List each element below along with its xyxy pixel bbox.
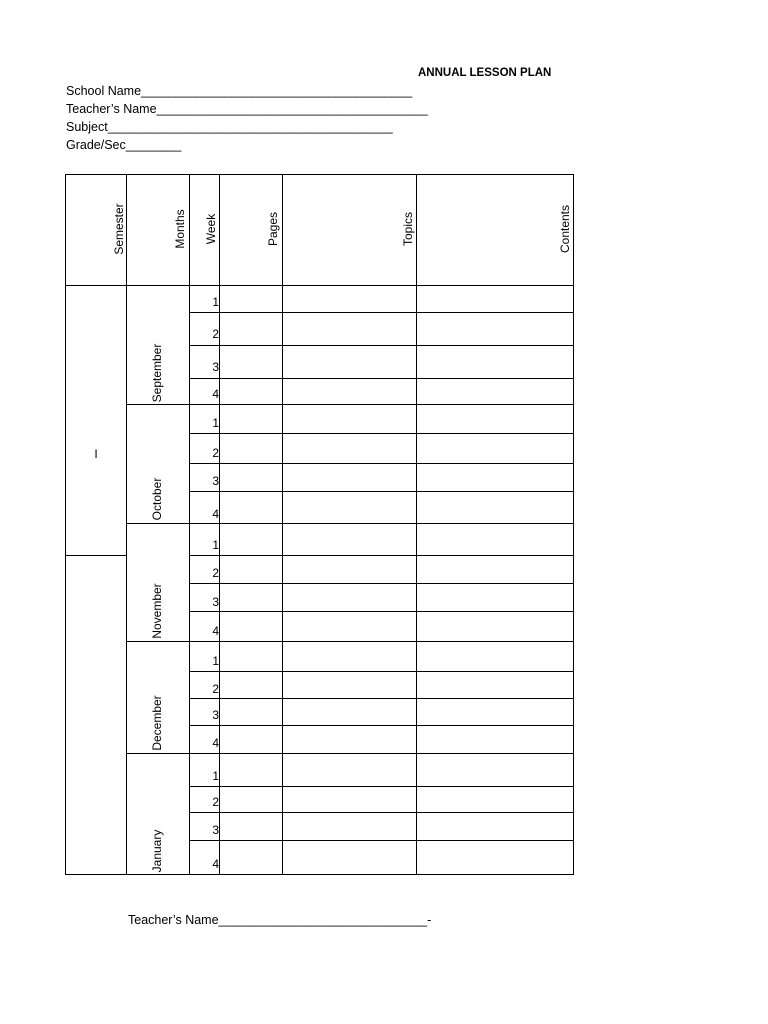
week-divider [189,812,574,813]
week-number: 2 [212,682,219,696]
week-number: 2 [212,446,219,460]
table-border-bottom [65,874,574,875]
footer-teacher-name: Teacher’s Name______________________________- [128,913,432,927]
week-number: 2 [212,795,219,809]
week-number: 4 [212,736,219,750]
month-divider [126,641,574,642]
grade-sec-field: Grade/Sec________ [66,138,182,152]
table-border-left [65,174,66,875]
week-divider [189,583,574,584]
week-divider [189,555,574,556]
week-divider [189,463,574,464]
week-number: 4 [212,507,219,521]
week-number: 2 [212,327,219,341]
week-divider [189,698,574,699]
semester-label: I [94,447,98,461]
month-divider [126,523,574,524]
week-divider [189,491,574,492]
column-divider [219,174,220,875]
table-border-right [573,174,574,875]
week-number: 3 [212,360,219,374]
week-divider [189,345,574,346]
week-number: 4 [212,624,219,638]
week-divider [189,671,574,672]
column-divider [126,174,127,875]
subject-field: Subject_________________________________________ [66,120,393,134]
school-name-field: School Name_______________________________________ [66,84,413,98]
teacher-name-field: Teacher’s Name_______________________________________ [66,102,428,116]
page-title: ANNUAL LESSON PLAN [418,67,552,79]
week-divider [189,433,574,434]
week-divider [189,312,574,313]
week-number: 2 [212,566,219,580]
week-divider [189,611,574,612]
month-label-september: September [150,343,164,403]
header-months: Months [173,209,187,249]
header-contents: Contents [558,204,572,254]
month-label-november: November [150,583,164,639]
week-number: 1 [212,295,219,309]
week-divider [189,378,574,379]
column-divider [282,174,283,875]
week-number: 3 [212,595,219,609]
header-divider [65,285,574,286]
week-number: 1 [212,769,219,783]
week-number: 1 [212,654,219,668]
header-pages: Pages [266,211,280,247]
week-divider [189,786,574,787]
month-divider [126,404,574,405]
week-number: 4 [212,387,219,401]
week-number: 3 [212,474,219,488]
week-divider [189,725,574,726]
week-number: 4 [212,857,219,871]
week-number: 1 [212,416,219,430]
header-semester: Semester [112,203,126,255]
month-divider [126,753,574,754]
week-number: 3 [212,708,219,722]
week-number: 3 [212,823,219,837]
week-number: 1 [212,538,219,552]
week-divider [189,840,574,841]
semester-divider [65,555,127,556]
header-topics: Topics [401,211,415,247]
column-divider [416,174,417,875]
month-label-october: October [150,477,164,521]
table-border-top [65,174,574,175]
month-label-december: December [150,695,164,751]
month-label-january: January [150,829,164,873]
header-week: Week [204,213,218,245]
